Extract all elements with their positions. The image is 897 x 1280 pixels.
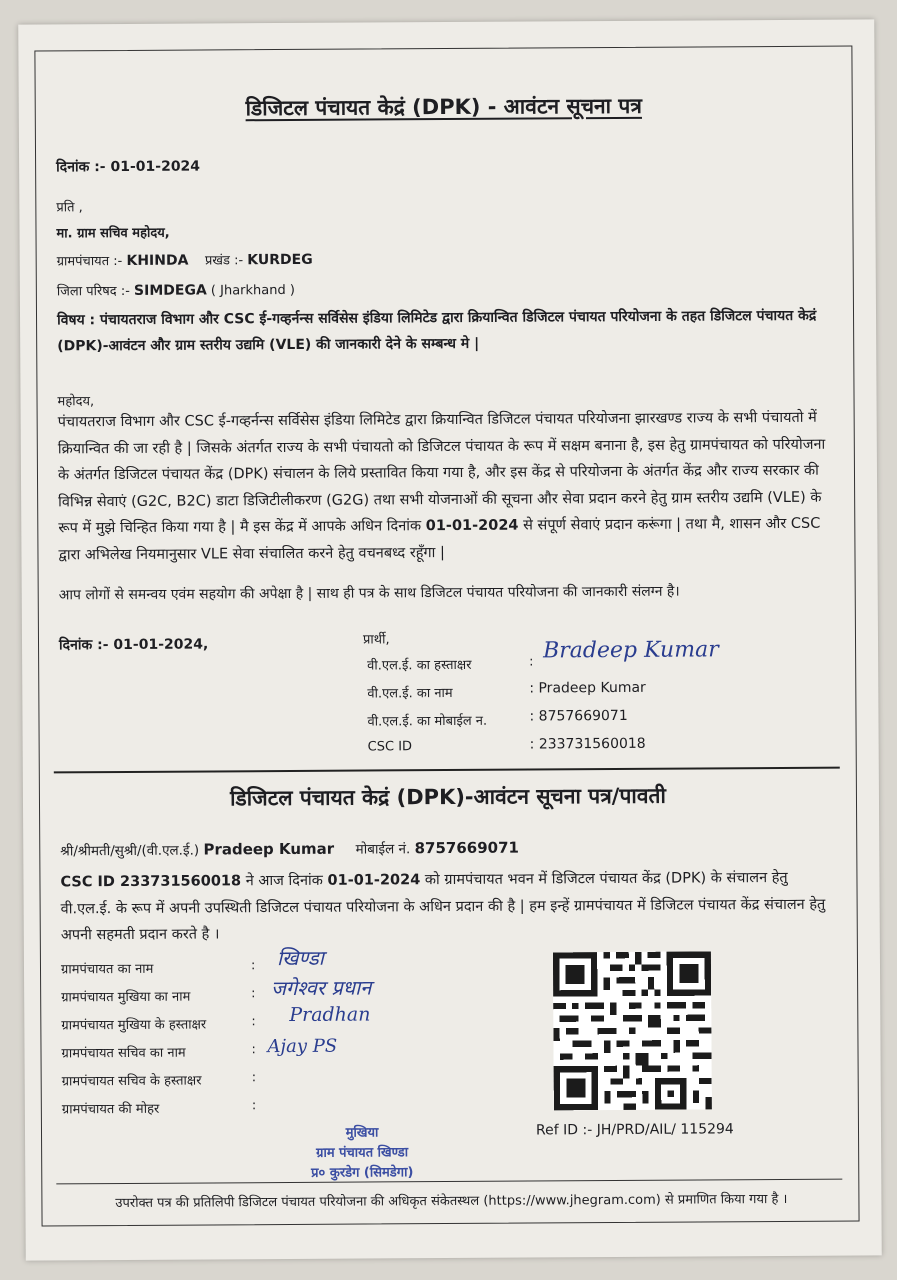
letter-date-2: दिनांक :- 01-01-2024,	[58, 636, 209, 654]
vle-name-value: : Pradeep Kumar	[529, 679, 646, 697]
letter-date: दिनांक :- 01-01-2024	[56, 158, 201, 176]
vle-sign-label: वी.एल.ई. का हस्ताक्षर	[367, 657, 472, 674]
sachiv-signature: Ajay PS	[267, 1035, 338, 1058]
receipt-date: 01-01-2024	[327, 872, 421, 889]
receipt-csc: CSC ID 233731560018	[60, 873, 242, 891]
vle-sign-colon: :	[529, 654, 534, 670]
district-line	[57, 280, 295, 299]
receipt-rest: को ग्रामपंचायत भवन में डिजिटल पंचायत केंद्र (DPK) के संचालन हेतु वी.एल.ई. के रूप में अपनी उपस्थिती डिजिटल पंचायत परियोजना के अधिन प्रदान की है | हम इन्हें ग्रामपंचायत में डिजिटल पंचायत केंद्र संचालन हेतु अपनी सहमती प्रदान करते है ।	[60, 869, 826, 944]
vle-csc-label: CSC ID	[367, 739, 413, 755]
prarthi-label: प्रार्थी,	[362, 632, 390, 648]
salutation: महोदय,	[57, 394, 95, 410]
field-label: ग्रामपंचायत सचिव के हस्ताक्षर	[61, 1073, 202, 1090]
receipt-body	[60, 865, 832, 949]
vle-mobile-label: वी.एल.ई. का मोबाईल न.	[367, 713, 488, 730]
receipt-name: Pradeep Kumar	[203, 839, 335, 859]
block-label: प्रखंड :-	[204, 253, 244, 269]
vle-csc-value: : 233731560018	[529, 735, 646, 753]
ref-id: Ref ID :- JH/PRD/AIL/ 115294	[535, 1121, 734, 1139]
receipt-vle-line	[60, 839, 519, 860]
subject-text: विषय : पंचायतराज विभाग और CSC ई-गव्हर्नन्स सर्विसेस इंडिया लिमिटेड द्वारा क्रियान्वित डिजिटल पंचायत परियोजना के तहत डिजिटल पंचायत केद्रं (DPK)-आवंटन और ग्राम स्तरीय उद्यमि (VLE) की जानकारी देने के सम्बन्ध मे |	[56, 307, 817, 355]
body-date: 01-01-2024	[425, 517, 519, 535]
receipt-mid: ने आज दिनांक	[245, 872, 323, 890]
field-label: ग्रामपंचायत मुखिया के हस्ताक्षर	[61, 1017, 207, 1034]
field-colon: :	[251, 1070, 257, 1086]
letter-sheet	[18, 19, 882, 1260]
receipt-prefix: श्री/श्रीमती/सुश्री/(वी.एल.ई.)	[60, 842, 200, 860]
vle-name-label: वी.एल.ई. का नाम	[367, 685, 453, 702]
field-value-handwritten: खिण्डा	[276, 945, 324, 971]
stamp-line-3: प्र० कुरडेग (सिमडेगा)	[311, 1165, 414, 1181]
qr-code	[553, 951, 712, 1110]
stamp-line-1: मुखिया	[345, 1125, 379, 1141]
panchayat-stamp	[262, 1123, 462, 1184]
letter-title: डिजिटल पंचायत केद्रं (DPK) - आवंटन सूचना पत्र	[245, 93, 642, 121]
stamp-line-2: ग्राम पंचायत खिण्डा	[316, 1145, 409, 1161]
prati-label: प्रति ,	[56, 200, 83, 216]
panchayat-fields	[60, 945, 501, 1118]
receipt-mobile: 8757669071	[414, 838, 520, 858]
footer-note: उपरोक्त पत्र की प्रतिलिपी डिजिटल पंचायत परियोजना की अधिकृत संकेतस्थल (https://www.jhegram.com) से प्रमाणित किया गया है ।	[115, 1191, 788, 1212]
field-colon: :	[251, 1042, 256, 1058]
field-colon: :	[251, 1014, 256, 1030]
field-label: ग्रामपंचायत का नाम	[60, 961, 154, 978]
field-value-handwritten: जगेश्वर प्रधान	[271, 975, 372, 1001]
field-colon: :	[250, 958, 256, 974]
receipt-mobile-label: मोबाईल नं.	[355, 841, 411, 858]
district-state: ( Jharkhand )	[210, 282, 295, 299]
letter-body	[58, 405, 831, 569]
section-divider	[54, 767, 840, 774]
gram-label: ग्रामपंचायत :-	[56, 253, 123, 270]
body-before: पंचायतराज विभाग और CSC ई-गव्हर्नन्स सर्विसेस इंडिया लिमिटेड द्वारा क्रियान्वित डिजिटल पंचायत परियोजना झारखण्ड राज्य के सभी पंचायतो में क्रियान्वित की जा रही है | जिसके अंतर्गत राज्य के सभी पंचायतो को डिजिटल पंचायत के रूप में सक्षम बनाना है, इस हेतु ग्रामपंचायत को परियोजना के अंतर्गत डिजिटल पंचायत केंद्र (DPK) संचालन के लिये प्रस्तावित किया गया है, और इस केंद्र से परियोजना के अंतर्गत केंद्र और राज्य सरकार की विभिन्न सेवाएं (G2C, B2C) डाटा डिजिटीलीकरण (G2G) तथा सभी योजनाओं की सूचना और सेवा प्रदान करने हेतु ग्राम स्तरीय उद्यमि (VLE) के रूप में मुझे चिन्हित किया गया है | मै इस केंद्र में आपके अधिन दिनांक	[57, 409, 826, 537]
district-value: SIMDEGA	[133, 282, 207, 299]
addressee: मा. ग्राम सचिव महोदय,	[56, 225, 170, 242]
mukhiya-signature: Pradhan	[289, 1003, 371, 1026]
field-colon: :	[251, 986, 256, 1002]
letter-frame	[34, 46, 859, 1227]
district-label: जिला परिषद :-	[56, 283, 130, 300]
field-label: ग्रामपंचायत सचिव का नाम	[61, 1045, 186, 1062]
closing-line: आप लोगों से समन्वय एवंम सहयोग की अपेक्षा है | साथ ही पत्र के साथ डिजिटल पंचायत परियोजना की जानकारी संलग्न है।	[58, 583, 680, 604]
gram-panchayat-line	[57, 250, 313, 270]
field-label: ग्रामपंचायत की मोहर	[61, 1101, 160, 1118]
receipt-title: डिजिटल पंचायत केद्रं (DPK)-आवंटन सूचना पत्र/पावती	[229, 783, 666, 811]
gram-value: KHINDA	[126, 252, 189, 269]
field-label: ग्रामपंचायत मुखिया का नाम	[61, 989, 191, 1006]
field-colon: :	[251, 1098, 257, 1114]
vle-mobile-value: : 8757669071	[529, 707, 628, 725]
vle-signature: Bradeep Kumar	[542, 637, 719, 664]
body-after: से संपूर्ण सेवाएं प्रदान करूंगा | तथा मै, शासन और CSC द्वारा अभिलेख नियमानुसार VLE सेवा संचालित करने हेतु वचनबध्द रहूँगा |	[58, 515, 821, 563]
block-value: KURDEG	[247, 251, 313, 269]
